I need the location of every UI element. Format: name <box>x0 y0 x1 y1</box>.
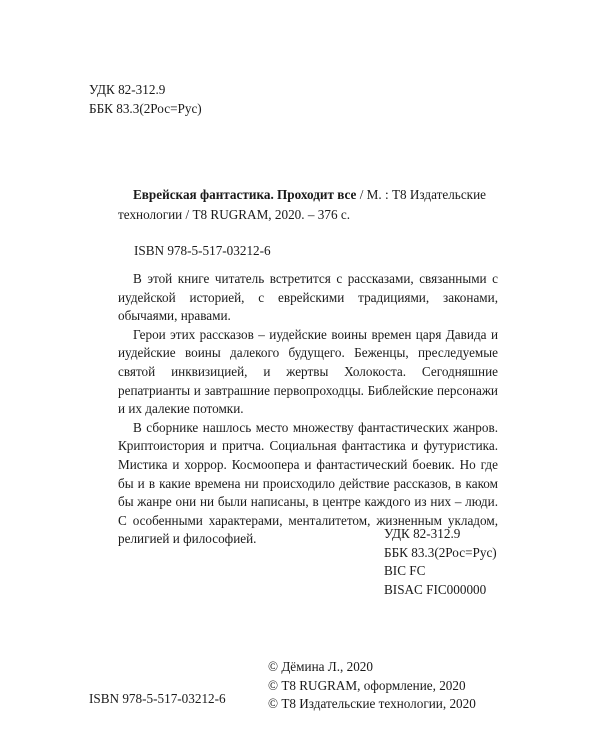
copyright-notices <box>268 658 476 714</box>
book-title: Еврейская фантастика. Проходит все <box>133 187 357 202</box>
bic-code: BIC FC <box>384 563 426 578</box>
top-classification-codes <box>89 80 202 118</box>
bbk-code-bottom: ББК 83.3(2Рос=Рус) <box>384 544 497 560</box>
copyright-author: © Дёмина Л., 2020 <box>268 659 373 674</box>
isbn-bottom: ISBN 978-5-517-03212-6 <box>89 691 226 706</box>
udk-code-bottom: УДК 82-312.9 <box>384 526 461 541</box>
bottom-classification-codes <box>384 525 497 599</box>
annotation-paragraph-1: В этой книге читатель встретится с рассказами, связанными с иудейской историей, с еврейскими традициями, законами, обычаями, нравами. <box>118 271 498 324</box>
annotation-paragraph-3: В сборнике нашлось место множеству фантастических жанров. Криптоистория и притча. Социальная фантастика и футуристика. Мистика и хоррор. Космоопера и фантастический боевик. Но где бы и в какие времена ни происходило действие рассказов, в каком бы жанре они ни были написаны, в центре каждого из них – люди. С особенными характерами, менталитетом, жизненным укладом, религией и философией. <box>118 419 498 547</box>
annotation <box>118 270 498 549</box>
bbk-code: ББК 83.3(2Рос=Рус) <box>89 101 202 116</box>
publication-details: / М. : Т8 Издательские технологии / Т8 RUGRAM, 2020. – 376 с. <box>118 187 486 222</box>
udk-code: УДК 82-312.9 <box>89 82 166 97</box>
copyright-publisher: © Т8 Издательские технологии, 2020 <box>268 696 476 711</box>
isbn-main: ISBN 978-5-517-03212-6 <box>134 243 271 258</box>
bibliographic-entry <box>118 185 498 224</box>
annotation-paragraph-2: Герои этих рассказов – иудейские воины времен царя Давида и иудейские воины далекого будущего. Беженцы, преследуемые святой инквизицией, и жертвы Холокоста. Сегодняшние репатрианты и завтрашние первопроходцы. Библейские персонажи и их далекие потомки. <box>118 326 498 417</box>
copyright-design: © Т8 RUGRAM, оформление, 2020 <box>268 677 466 693</box>
bisac-code: BISAC FIC000000 <box>384 581 487 597</box>
